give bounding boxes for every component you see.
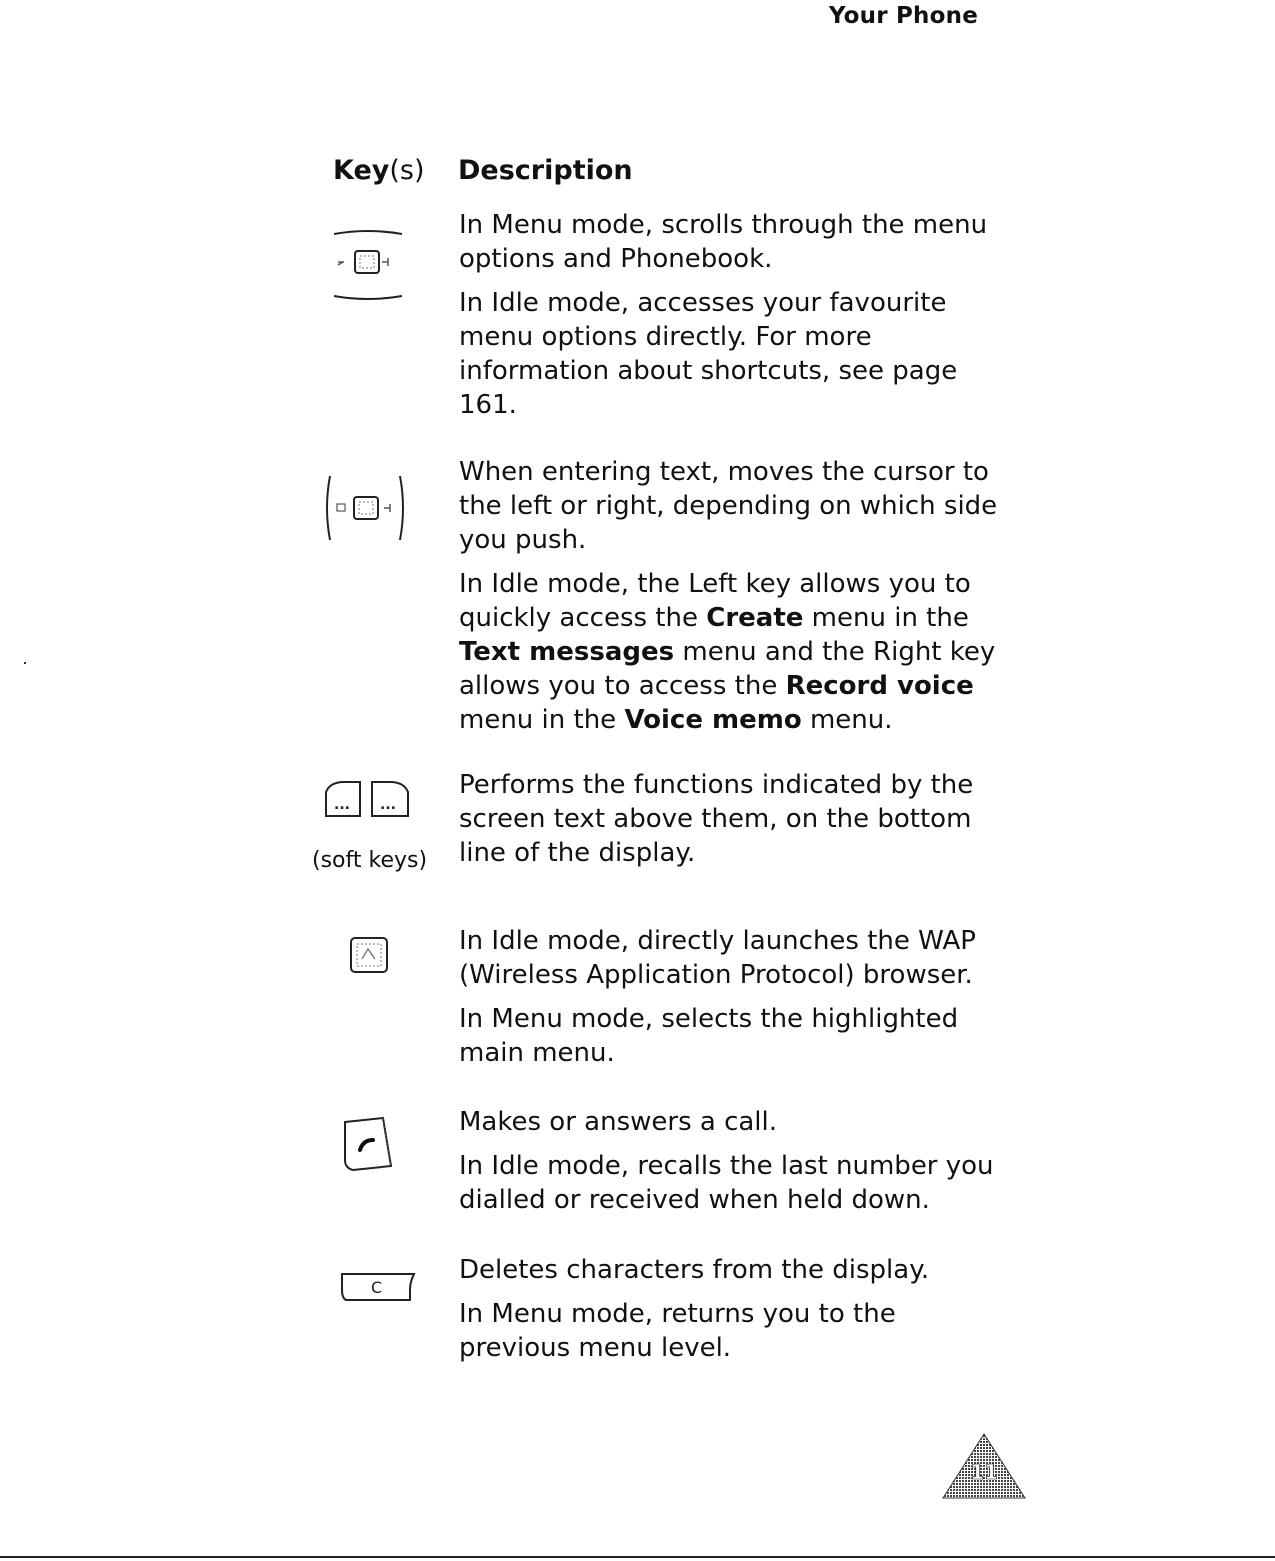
description-column-header: Description — [458, 155, 633, 186]
paragraph: In Idle mode, accesses your favourite menu options directly. For more information about shortcuts, see page 161. — [459, 288, 958, 420]
soft-keys-label: (soft keys) — [312, 848, 428, 873]
paragraph: In Menu mode, scrolls through the menu options and Phonebook. — [459, 210, 988, 274]
description-nav-left-right — [459, 455, 999, 747]
paragraph: Performs the functions indicated by the screen text above them, on the bottom line of the display. — [459, 770, 974, 868]
description-soft-keys — [459, 768, 999, 880]
page-number: 11 — [970, 1460, 998, 1484]
section-title: Your Phone — [828, 3, 978, 29]
nav-left-right-key-icon — [322, 472, 408, 544]
soft-keys-icon — [322, 778, 412, 820]
clear-c-key-icon — [338, 1270, 418, 1304]
paragraph: In Idle mode, recalls the last number you dialled or received when held down. — [459, 1151, 994, 1215]
nav-up-down-key-icon — [330, 224, 406, 304]
scan-speck — [24, 662, 26, 664]
svg-text:C: C — [371, 1278, 383, 1297]
page-number-badge — [941, 1432, 1027, 1500]
send-call-key-icon — [341, 1116, 395, 1174]
paragraph: In Menu mode, returns you to the previous menu level. — [459, 1299, 896, 1363]
wap-key-icon — [348, 935, 390, 975]
bottom-rule — [0, 1556, 1275, 1558]
description-send-key — [459, 1105, 999, 1227]
description-nav-up-down — [459, 208, 999, 432]
paragraph: When entering text, moves the cursor to the left or right, depending on which side you push. — [459, 457, 998, 555]
description-wap-key — [459, 924, 999, 1080]
svg-text:...: ... — [380, 797, 396, 813]
paragraph: Makes or answers a call. — [459, 1107, 778, 1137]
paragraph: In Idle mode, directly launches the WAP (Wireless Application Protocol) browser. — [459, 926, 976, 990]
paragraph: In Menu mode, selects the highlighted main menu. — [459, 1004, 959, 1068]
description-clear-key — [459, 1253, 999, 1375]
key-column-header: Key(s) — [333, 155, 425, 186]
svg-text:...: ... — [334, 797, 350, 813]
paragraph: Deletes characters from the display. — [459, 1255, 930, 1285]
paragraph-rich: In Idle mode, the Left key allows you to quickly access the Create menu in the Text messages menu and the Right key allows you to access the Record voice menu in the Voice memo menu. — [459, 569, 996, 735]
